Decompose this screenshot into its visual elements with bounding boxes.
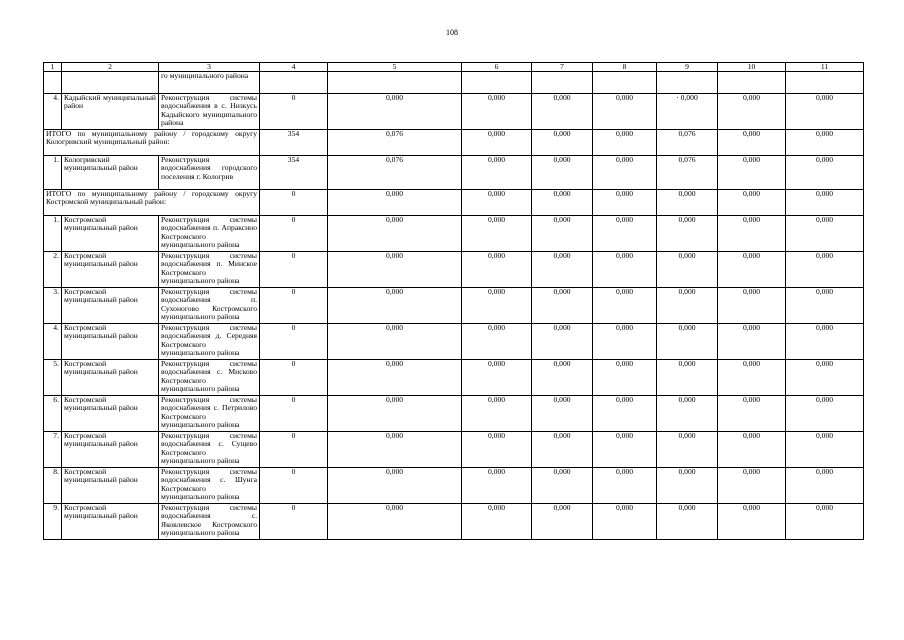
column-number: 10 [718,63,786,72]
total-row [44,130,864,156]
row-number: 3. [44,288,62,324]
value-cell-7: 0,000 [532,396,593,432]
value-cell-10: 0,000 [718,252,786,288]
value-cell-8: 0,000 [593,360,657,396]
value-cell-11: 0,000 [786,288,864,324]
value-cell-10: 0,000 [718,94,786,130]
value-cell-9: 0,000 [657,252,718,288]
total-row [44,190,864,216]
row-number: 9. [44,504,62,540]
object-cell: Реконструкция системы водоснабжения с. Яковлевское Костромского муниципального района [159,504,260,540]
value-cell-10 [718,72,786,94]
row-number: 4. [44,94,62,130]
value-cell-10: 0,000 [718,504,786,540]
column-number: 5 [328,63,462,72]
value-cell-11: 0,000 [786,324,864,360]
table-row [44,468,864,504]
value-cell-8: 0,000 [593,504,657,540]
value-cell-4: 0 [260,360,328,396]
value-cell-8: 0,000 [593,468,657,504]
value-cell-10: 0,000 [718,324,786,360]
value-cell-9: 0,000 [657,216,718,252]
value-cell-5: 0,000 [328,504,462,540]
value-cell-5: 0,076 [328,156,462,190]
value-cell-5: 0,000 [328,432,462,468]
value-cell-11: 0,000 [786,94,864,130]
object-cell: Реконструкция системы водоснабжения с. Сущево Костромского муниципального района [159,432,260,468]
value-cell-10: 0,000 [718,396,786,432]
column-number: 1 [44,63,62,72]
value-cell-11: 0,000 [786,190,864,216]
value-cell-11: 0,000 [786,216,864,252]
value-cell-9: · 0,000 [657,94,718,130]
value-cell-5: 0,000 [328,216,462,252]
value-cell-6: 0,000 [462,288,532,324]
district-cell: Костромской муниципальный район [62,288,159,324]
value-cell-7: 0,000 [532,216,593,252]
value-cell-4: 0 [260,190,328,216]
value-cell-11 [786,72,864,94]
value-cell-4: 354 [260,156,328,190]
value-cell-8: 0,000 [593,156,657,190]
row-number: 7. [44,432,62,468]
value-cell-4: 354 [260,130,328,156]
value-cell-8: 0,000 [593,432,657,468]
value-cell-5: 0,000 [328,396,462,432]
table-row [44,432,864,468]
district-cell: Костромской муниципальный район [62,468,159,504]
value-cell-4: 0 [260,468,328,504]
column-number: 9 [657,63,718,72]
table-row [44,288,864,324]
object-cell: Реконструкция системы водоснабжения п. Минское Костромского муниципального района [159,252,260,288]
column-number: 6 [462,63,532,72]
value-cell-4 [260,72,328,94]
total-label: ИТОГО по муниципальному району / городскому округу Кологривский муниципальный район: [44,130,260,156]
value-cell-4: 0 [260,216,328,252]
column-number: 4 [260,63,328,72]
table-row [44,504,864,540]
value-cell-5: 0,076 [328,130,462,156]
district-cell: Костромской муниципальный район [62,504,159,540]
district-cell: Костромской муниципальный район [62,360,159,396]
value-cell-6: 0,000 [462,360,532,396]
district-cell: Костромской муниципальный район [62,216,159,252]
value-cell-6: 0,000 [462,504,532,540]
table-row [44,252,864,288]
value-cell-10: 0,000 [718,468,786,504]
value-cell-8: 0,000 [593,94,657,130]
value-cell-8: 0,000 [593,396,657,432]
value-cell-11: 0,000 [786,432,864,468]
value-cell-7 [532,72,593,94]
value-cell-4: 0 [260,288,328,324]
value-cell-5: 0,000 [328,190,462,216]
value-cell-4: 0 [260,94,328,130]
row-number: 5. [44,360,62,396]
row-number: 1. [44,156,62,190]
table-row [44,324,864,360]
value-cell-10: 0,000 [718,360,786,396]
value-cell-6: 0,000 [462,432,532,468]
value-cell-4: 0 [260,432,328,468]
value-cell-7: 0,000 [532,468,593,504]
row-number: 6. [44,396,62,432]
column-number: 3 [159,63,260,72]
object-cell: го муниципального района [159,72,260,94]
district-cell [62,72,159,94]
object-cell: Реконструкция водоснабжения городского поселения г. Кологрив [159,156,260,190]
object-cell: Реконструкция системы водоснабжения с. Шунга Костромского муниципального района [159,468,260,504]
value-cell-11: 0,000 [786,130,864,156]
table-row [44,72,864,94]
value-cell-11: 0,000 [786,504,864,540]
table-row [44,216,864,252]
value-cell-6: 0,000 [462,156,532,190]
value-cell-8: 0,000 [593,324,657,360]
column-number: 7 [532,63,593,72]
value-cell-9: 0,000 [657,324,718,360]
value-cell-5: 0,000 [328,252,462,288]
value-cell-11: 0,000 [786,396,864,432]
column-number: 8 [593,63,657,72]
object-cell: Реконструкция системы водоснабжения в с. Низкусь Кадыйского муниципального района [159,94,260,130]
value-cell-6: 0,000 [462,468,532,504]
value-cell-11: 0,000 [786,156,864,190]
value-cell-5: 0,000 [328,468,462,504]
value-cell-5: 0,000 [328,288,462,324]
value-cell-7: 0,000 [532,432,593,468]
value-cell-6: 0,000 [462,252,532,288]
district-cell: Кологривский муниципальный район [62,156,159,190]
value-cell-8: 0,000 [593,190,657,216]
object-cell: Реконструкция системы водоснабжения с. Петрилово Костромского муниципального района [159,396,260,432]
value-cell-6: 0,000 [462,130,532,156]
value-cell-10: 0,000 [718,156,786,190]
total-label: ИТОГО по муниципальному району / городскому округу Костромской муниципальный район: [44,190,260,216]
value-cell-6: 0,000 [462,216,532,252]
value-cell-9: 0,000 [657,468,718,504]
value-cell-10: 0,000 [718,432,786,468]
value-cell-5: 0,000 [328,360,462,396]
value-cell-9: 0,076 [657,156,718,190]
value-cell-8: 0,000 [593,288,657,324]
value-cell-5 [328,72,462,94]
row-number: 8. [44,468,62,504]
district-cell: Костромской муниципальный район [62,324,159,360]
value-cell-9: 0,000 [657,432,718,468]
value-cell-5: 0,000 [328,324,462,360]
value-cell-7: 0,000 [532,288,593,324]
row-number: 1. [44,216,62,252]
value-cell-6: 0,000 [462,324,532,360]
value-cell-7: 0,000 [532,190,593,216]
value-cell-9: 0,000 [657,288,718,324]
value-cell-7: 0,000 [532,94,593,130]
district-cell: Костромской муниципальный район [62,432,159,468]
value-cell-7: 0,000 [532,156,593,190]
value-cell-6: 0,000 [462,190,532,216]
value-cell-7: 0,000 [532,130,593,156]
value-cell-9 [657,72,718,94]
value-cell-4: 0 [260,504,328,540]
value-cell-8 [593,72,657,94]
data-table [43,62,864,540]
column-number: 11 [786,63,864,72]
value-cell-4: 0 [260,324,328,360]
value-cell-11: 0,000 [786,468,864,504]
value-cell-10: 0,000 [718,190,786,216]
table-row [44,360,864,396]
table-row [44,396,864,432]
value-cell-5: 0,000 [328,94,462,130]
page-number: 108 [446,28,458,37]
value-cell-6 [462,72,532,94]
value-cell-7: 0,000 [532,360,593,396]
value-cell-7: 0,000 [532,252,593,288]
value-cell-9: 0,000 [657,396,718,432]
value-cell-7: 0,000 [532,324,593,360]
value-cell-9: 0,000 [657,360,718,396]
value-cell-11: 0,000 [786,252,864,288]
object-cell: Реконструкция системы водоснабжения д. Середняя Костромского муниципального района [159,324,260,360]
value-cell-9: 0,000 [657,504,718,540]
table-row [44,156,864,190]
value-cell-10: 0,000 [718,288,786,324]
value-cell-8: 0,000 [593,130,657,156]
table-row [44,94,864,130]
district-cell: Костромской муниципальный район [62,252,159,288]
value-cell-8: 0,000 [593,216,657,252]
object-cell: Реконструкция системы водоснабжения п. Апраксино Костромского муниципального района [159,216,260,252]
value-cell-9: 0,076 [657,130,718,156]
value-cell-8: 0,000 [593,252,657,288]
value-cell-6: 0,000 [462,396,532,432]
value-cell-4: 0 [260,396,328,432]
district-cell: Костромской муниципальный район [62,396,159,432]
value-cell-10: 0,000 [718,216,786,252]
row-number: 4. [44,324,62,360]
value-cell-4: 0 [260,252,328,288]
object-cell: Реконструкция системы водоснабжения с. Мисково Костромского муниципального района [159,360,260,396]
value-cell-11: 0,000 [786,360,864,396]
value-cell-9: 0,000 [657,190,718,216]
object-cell: Реконструкция системы водоснабжения п. Сухоногово Костромского муниципального района [159,288,260,324]
row-number: 2. [44,252,62,288]
row-number [44,72,62,94]
district-cell: Кадыйский муниципальный район [62,94,159,130]
value-cell-10: 0,000 [718,130,786,156]
value-cell-6: 0,000 [462,94,532,130]
value-cell-7: 0,000 [532,504,593,540]
column-number: 2 [62,63,159,72]
